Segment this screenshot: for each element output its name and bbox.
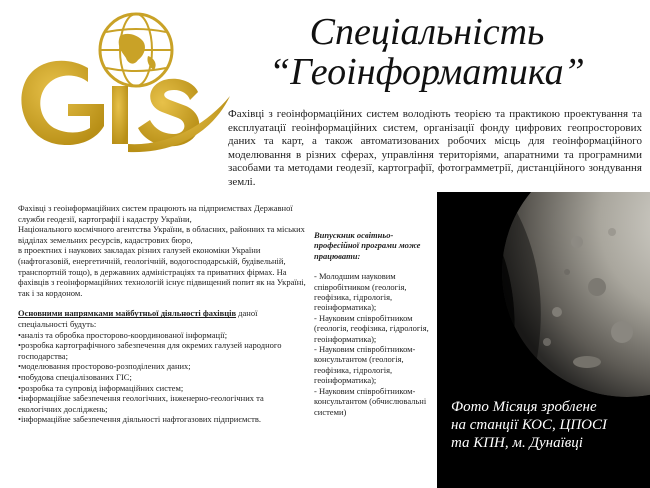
employment-section [18,203,308,425]
list-item: •інформаційне забезпечення геологічних, інженерно-геологічних та екологічних досліджень; [18,393,264,414]
directions-intro [18,308,308,329]
list-item: - Молодшим науковим співробітником (геологія, геофізика, гідрологія, геоінформатика); [314,271,407,313]
directions-list [18,330,308,425]
graduate-positions [314,230,432,417]
caption-line-2: на станції КОС, ЦПОСІ [451,417,607,433]
photo-caption [451,398,647,452]
positions-heading: Випускник освітньо-професійної програми може працювати: [314,230,421,261]
employment-paragraph-3: в проектних і наукових закладах різних галузей економіки України (нафтогазовій, енергетичній, геологічній, водогосподарській, будівельній, транспортній тощо), в державних адміністраціях та приватних фірмах. На фахівців з геоінформаційних технологій існує підвищений попит як на Україні, так і за кордоном. [18,245,306,298]
list-item: •побудова спеціалізованих ГІС; [18,371,132,382]
employment-paragraph-2: Національного космічного агентства України, в обласних, районних та міських відділах земельних ресурсів, кадастрових бюро, [18,224,305,245]
employment-paragraph-1: Фахівці з геоінформаційних систем працюють на підприємствах Державної служби геодезії, картографії і кадастру України, [18,203,293,224]
globe-icon [100,14,172,86]
caption-line-3: та КПН, м. Дунаївці [451,435,583,451]
list-item: •моделювання просторово-розподілених даних; [18,361,191,372]
directions-heading-rest: даної спеціальності будуть: [18,308,258,329]
gis-logo [8,6,234,158]
list-item: - Науковим співробітником-консультантом (обчислювальні системи) [314,385,427,417]
intro-paragraph: Фахівці з геоінформаційних систем володіють теорією та практикою проектування та експлуатації геоінформаційних систем, організації фонду цифрових геопросторових даних та карт, а також автоматизованих робочих місць для геоінформаційного моделювання в різних сферах, управління територіями, апаратними та програмними засобами та методами геодезії, картографії, фотограмметрії, дистанційного зондування землі. [228,108,642,188]
list-item: - Науковим співробітником (геологія, геофізика, гідрологія, геоінформатика); [314,312,429,344]
page-title [262,12,592,92]
caption-line-1: Фото Місяця зроблене [451,399,597,415]
list-item: •розробка картографічного забезпечення для окремих галузей народного господарства; [18,340,282,361]
list-item: •розробка та супровід інформаційних систем; [18,382,184,393]
moon-photo [437,192,650,488]
list-item: •аналіз та обробка просторово-координованої інформації; [18,329,228,340]
list-item: •інформаційне забезпечення діяльності нафтогазових підприємств. [18,414,262,425]
title-line-2: “Геоінформатика” [269,51,585,93]
list-item: - Науковим співробітником-консультантом (геологія, геофізика, гідрологія, геоінформатика); [314,344,416,386]
directions-heading: Основними напрямками майбутньої діяльності фахівців [18,308,237,319]
title-line-1: Спеціальність [309,11,545,53]
